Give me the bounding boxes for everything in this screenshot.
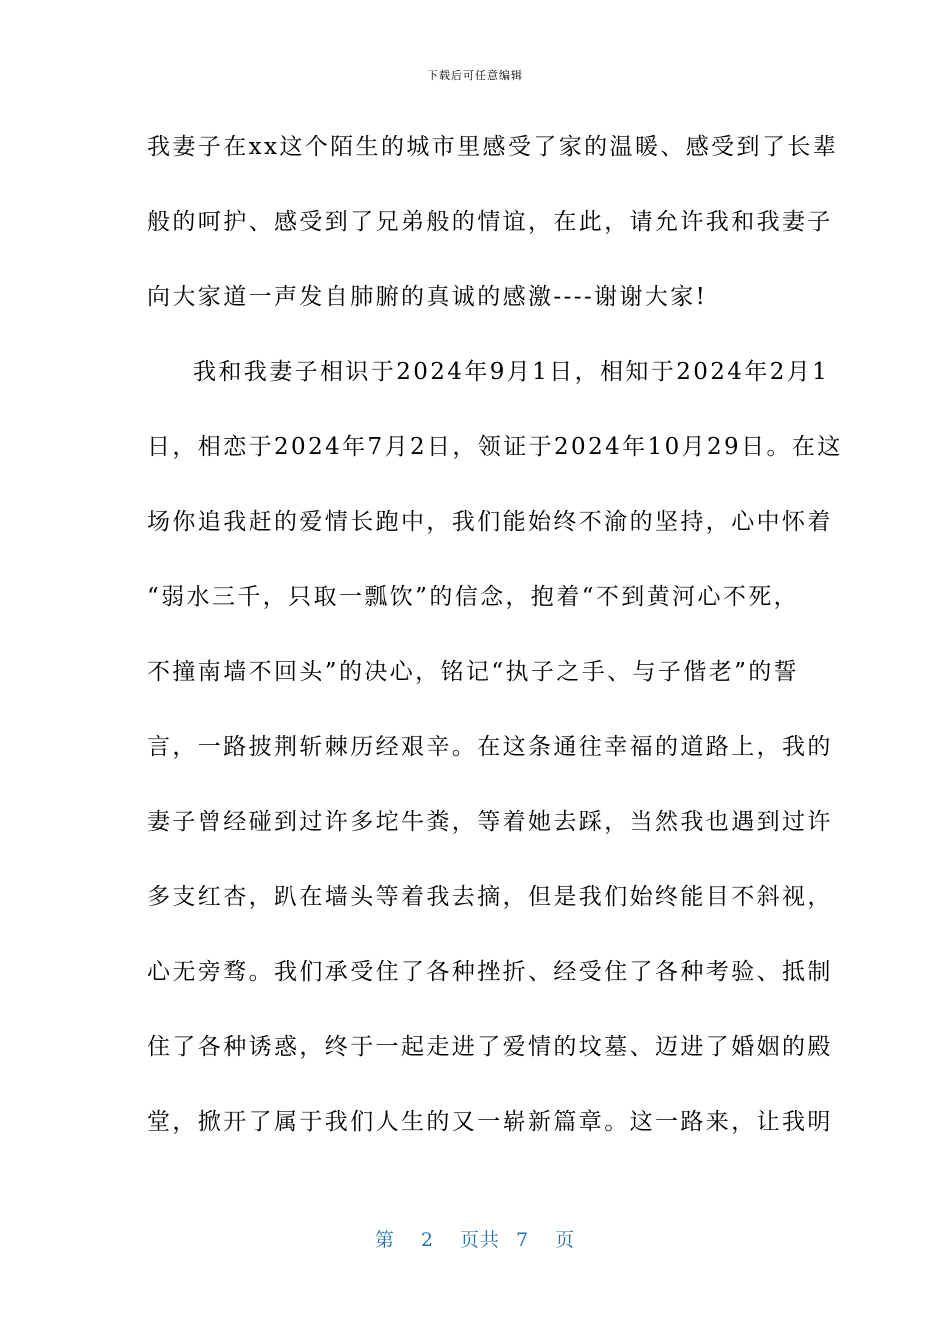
text-line: 不撞南墙不回头”的决心，铭记“执子之手、与子偕老”的誓 (147, 659, 800, 685)
text-line: 场你追我赶的爱情长跑中，我们能始终不渝的坚持，心中怀着 (147, 509, 833, 535)
text-line: 般的呵护、感受到了兄弟般的情谊，在此，请允许我和我妻子 (147, 209, 833, 235)
text-line: 向大家道一声发自肺腑的真诚的感激----谢谢大家! (147, 284, 708, 310)
text-line: 心无旁骛。我们承受住了各种挫折、经受住了各种考验、抵制 (147, 959, 833, 985)
page-header-note: 下载后可任意编辑 (427, 69, 523, 82)
text-line: 堂，掀开了属于我们人生的又一崭新篇章。这一路来，让我明 (147, 1109, 833, 1135)
text-line: 妻子曾经碰到过许多坨牛粪，等着她去踩，当然我也遇到过许 (147, 809, 833, 835)
footer-middle: 页共 (459, 1229, 500, 1251)
footer-prefix: 第 (374, 1229, 395, 1251)
page-footer (0, 1225, 950, 1252)
footer-total-pages: 7 (516, 1229, 530, 1251)
text-line: 我妻子在xx这个陌生的城市里感受了家的温暖、感受到了长辈 (147, 134, 839, 160)
paragraph-first-line: 我和我妻子相识于2024年9月1日，相知于2024年2月1 (193, 359, 830, 385)
footer-suffix: 页 (555, 1229, 576, 1251)
text-line: “弱水三千，只取一瓢饮”的信念，抱着“不到黄河心不死， (147, 584, 800, 610)
text-line: 言，一路披荆斩棘历经艰辛。在这条通往幸福的道路上，我的 (147, 734, 833, 760)
text-line: 日，相恋于2024年7月2日，领证于2024年10月29日。在这 (147, 434, 843, 460)
text-line: 多支红杏，趴在墙头等着我去摘，但是我们始终能目不斜视， (147, 884, 833, 910)
document-body (147, 110, 843, 1160)
footer-current-page: 2 (420, 1229, 434, 1251)
text-line: 住了各种诱惑，终于一起走进了爱情的坟墓、迈进了婚姻的殿 (147, 1034, 833, 1060)
